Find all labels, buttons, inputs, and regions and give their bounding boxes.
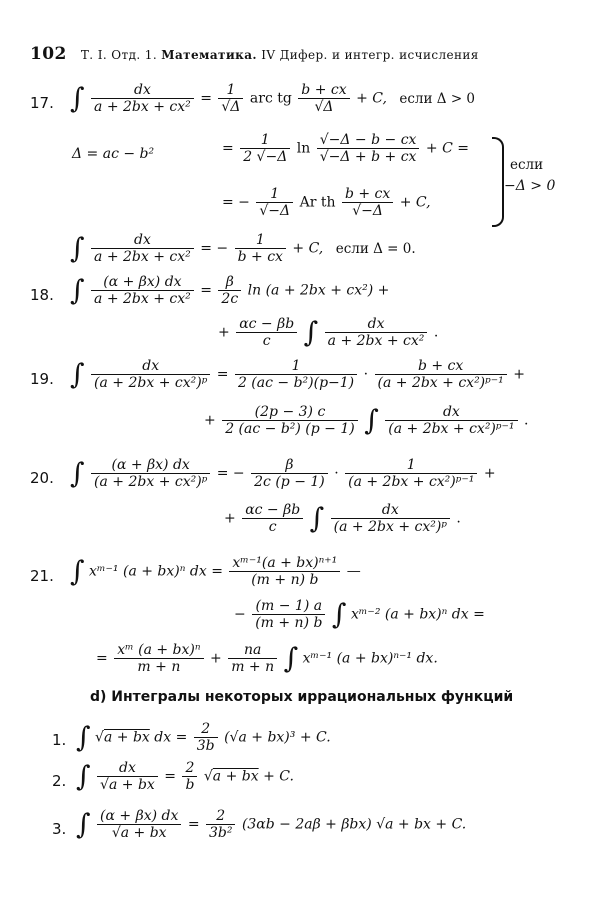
formula-21-line-3: = $\frac{\text{xᵐ (a + bx)ⁿ}}{m + n}$ + $\frac{na}{m + n}$ ∫ xᵐ⁻¹ (a + bx)ⁿ⁻¹ dx. <box>96 641 438 676</box>
header-section-bold: Математика. <box>161 48 257 62</box>
formula-number-17: 17. <box>30 94 54 112</box>
delta-definition: Δ = ac − b² <box>72 146 155 162</box>
page-number: 102 <box>30 44 67 64</box>
formula-19-line-2: + $\frac{(2p - 3) c}{\text{2 (ac − b²) (p − 1)}}$ ∫ $\frac{dx}{\text{(a + 2bx + cx²)ᵖ⁻¹}}$ . <box>204 403 529 438</box>
irrational-number-2: 2. <box>52 772 67 790</box>
formula-17-line-4: ∫ $\frac{dx}{\text{a + 2bx + cx²}}$ = − $\frac{1}{b + cx}$ + C, если Δ = 0. <box>70 231 416 266</box>
irrational-formula-3: ∫ $\frac{(\alpha + \beta x) dx}{√a + bx}$ = $\frac{2}{\text{3b²}}$ (3αb − 2aβ + βbx) √a + bx + C. <box>76 807 467 842</box>
formula-17-line-2: = $\frac{1}{2 √-\Delta}$ ln $\frac{√-\Delta - b - cx}{√-\Delta + b + cx}$ + C = <box>222 132 469 166</box>
right-brace <box>492 137 504 227</box>
formula-18-line-1: ∫ $\frac{(\alpha + \beta x) dx}{\text{a + 2bx + cx²}}$ = $\frac{\beta}{2c}$ ln (a + 2bx + cx²) + <box>70 273 390 308</box>
formula-18-line-2: + $\frac{\alpha c - \beta b}{c}$ ∫ $\frac{dx}{\text{a + 2bx + cx²}}$ . <box>218 315 439 350</box>
irrational-formula-1: ∫ √a + bx dx = $\frac{2}{3b}$ (√a + bx)³ + C. <box>76 720 331 755</box>
irrational-number-3: 3. <box>52 820 67 838</box>
formula-number-21: 21. <box>30 567 54 585</box>
condition-word: если <box>510 157 544 173</box>
formula-number-19: 19. <box>30 370 54 388</box>
running-header <box>30 44 550 64</box>
header-topic: IV Дифер. и интегр. исчисления <box>261 48 479 62</box>
formula-20-line-1: ∫ $\frac{(\alpha + \beta x) dx}{\text{(a + 2bx + cx²)ᵖ}}$ = − $\frac{\beta}{2c (p - 1)}$ · $\frac{1}{\text{(a + 2bx + cx²)ᵖ⁻¹}}$ + <box>70 456 496 491</box>
formula-17-line-3: = − $\frac{1}{√-\Delta}$ Ar th $\frac{b + cx}{√-\Delta}$ + C, <box>222 186 431 220</box>
formula-21-line-2: − $\frac{(m - 1) a}{(m + n) b}$ ∫ xᵐ⁻² (a + bx)ⁿ dx = <box>234 597 485 632</box>
formula-17-line-1: ∫ $\frac{dx}{\text{a + 2bx + cx²}}$ = $\frac{1}{√\Delta}$ arc tg $\frac{b + cx}{√\Delta}$ + C, если Δ > 0 <box>70 81 476 116</box>
formula-number-18: 18. <box>30 286 54 304</box>
formula-19-line-1: ∫ $\frac{dx}{\text{(a + 2bx + cx²)ᵖ}}$ = $\frac{1}{\text{2 (ac − b²)(p−1)}}$ · $\frac{b + cx}{\text{(a + 2bx + cx²)ᵖ⁻¹}}$ + <box>70 357 525 392</box>
header-chapter: Т. I. Отд. 1. <box>80 48 158 62</box>
formula-number-20: 20. <box>30 469 54 487</box>
formula-20-line-2: + $\frac{\alpha c - \beta b}{c}$ ∫ $\frac{dx}{\text{(a + 2bx + cx²)ᵖ}}$ . <box>224 501 461 536</box>
condition-negative-delta: −Δ > 0 <box>504 178 556 194</box>
irrational-formula-2: ∫ $\frac{dx}{√a + bx}$ = $\frac{2}{b}$ √a + bx + C. <box>76 759 294 794</box>
formula-21-line-1: ∫ xᵐ⁻¹ (a + bx)ⁿ dx = $\frac{\text{xᵐ⁻¹(a + bx)ⁿ⁺¹}}{(m + n) b}$ — <box>70 554 361 589</box>
section-heading: d) Интегралы некоторых иррациональных функций <box>90 689 514 705</box>
irrational-number-1: 1. <box>52 731 67 749</box>
